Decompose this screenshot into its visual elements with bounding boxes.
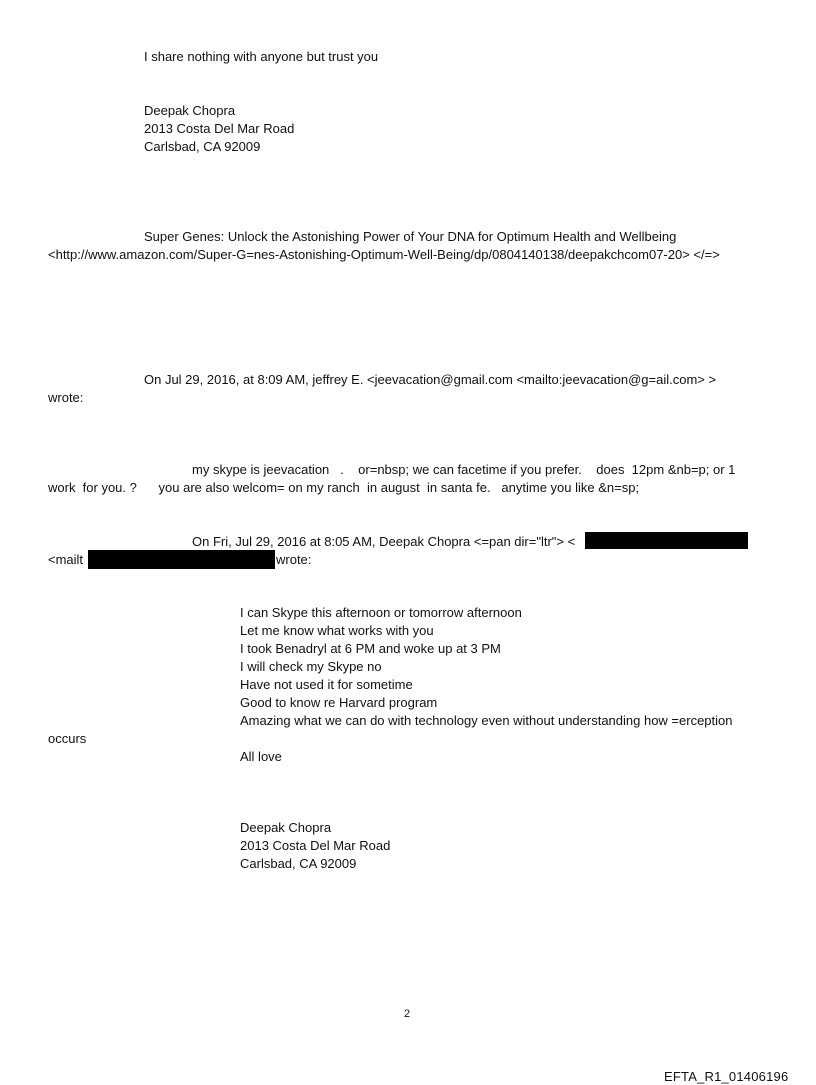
message-line: Good to know re Harvard program <box>240 695 438 710</box>
bates-number: EFTA_R1_01406196 <box>664 1069 789 1084</box>
reply-header-wrote: wrote: <box>48 390 84 405</box>
signature-name: Deepak Chopra <box>144 103 236 118</box>
message-closing: All love <box>240 749 282 764</box>
page-number: 2 <box>404 1008 411 1020</box>
message-line: I can Skype this afternoon or tomorrow afternoon <box>240 605 522 620</box>
book-link[interactable]: <http://www.amazon.com/Super-G=nes-Astonishing-Optimum-Well-Being/dp/0804140138/deepakchcom07-20> </=> <box>48 247 720 262</box>
signature-name: Deepak Chopra <box>240 820 332 835</box>
book-title: Super Genes: Unlock the Astonishing Power of Your DNA for Optimum Health and Wellbeing <box>144 229 677 244</box>
message-line: Amazing what we can do with technology even without understanding how =erception <box>240 713 733 728</box>
quoted-header-wrote: wrote: <box>276 552 312 567</box>
signature-city: Carlsbad, CA 92009 <box>240 856 357 871</box>
signature-street: 2013 Costa Del Mar Road <box>240 838 391 853</box>
message-line: I will check my Skype no <box>240 659 382 674</box>
signature-city: Carlsbad, CA 92009 <box>144 139 261 154</box>
reply-body-line: my skype is jeevacation . or=nbsp; we can facetime if you prefer. does 12pm &nb=p; or 1 <box>192 462 736 477</box>
reply-body-line: work for you. ? you are also welcom= on my ranch in august in santa fe. anytime you like &n=sp; <box>48 480 640 495</box>
message-line: I took Benadryl at 6 PM and woke up at 3 PM <box>240 641 501 656</box>
quoted-header-mailto: <mailt <box>48 552 84 567</box>
intro-line: I share nothing with anyone but trust you <box>144 49 379 64</box>
message-line-wrap: occurs <box>48 731 87 746</box>
quoted-header-line: On Fri, Jul 29, 2016 at 8:05 AM, Deepak Chopra <=pan dir="ltr"> < <box>192 534 576 549</box>
message-line: Have not used it for sometime <box>240 677 413 692</box>
signature-street: 2013 Costa Del Mar Road <box>144 121 295 136</box>
reply-header-line: On Jul 29, 2016, at 8:09 AM, jeffrey E. <jeevacation@gmail.com <mailto:jeevacation@g=ail.com> > <box>144 372 717 387</box>
message-line: Let me know what works with you <box>240 623 434 638</box>
redaction-box <box>88 550 275 569</box>
redaction-box <box>585 532 748 549</box>
